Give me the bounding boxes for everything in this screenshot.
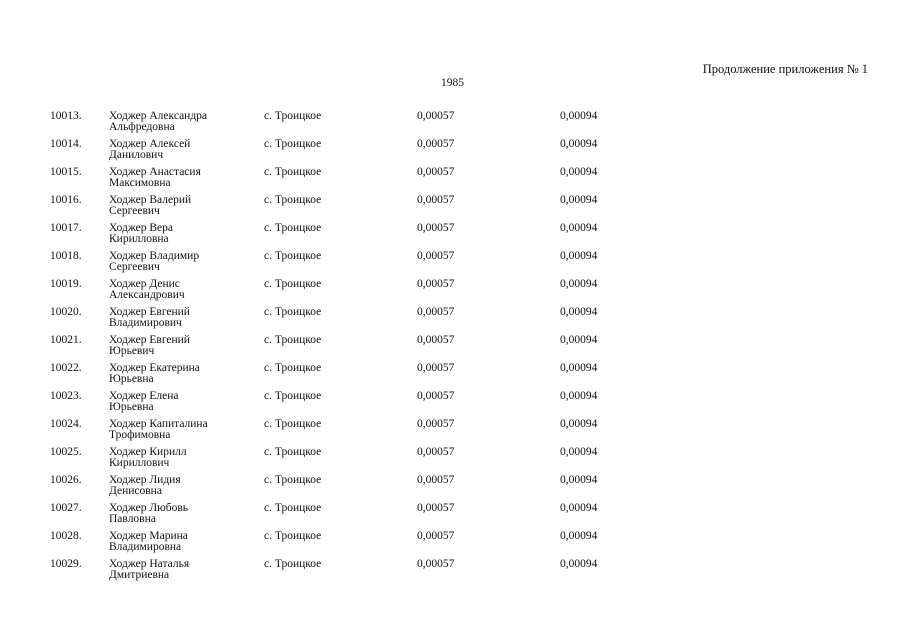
place: с. Троицкое — [264, 502, 322, 514]
table-row — [0, 503, 905, 531]
person-name-line2: Юрьевна — [109, 400, 154, 413]
row-number: 10023. — [50, 390, 82, 402]
person-name-line1: Ходжер Александра — [109, 110, 208, 122]
row-number: 10027. — [50, 502, 82, 514]
person-name-line1: Ходжер Валерий — [109, 194, 192, 206]
person-name-line1: Ходжер Денис — [109, 278, 180, 290]
person-name-line2: Данилович — [109, 148, 164, 161]
place: с. Троицкое — [264, 222, 322, 234]
table-row — [0, 419, 905, 447]
row-number: 10016. — [50, 194, 82, 206]
value-2: 0,00094 — [560, 278, 598, 290]
value-2: 0,00094 — [560, 166, 598, 178]
person-name — [109, 419, 208, 440]
row-number: 10029. — [50, 558, 82, 570]
person-name-line2: Максимовна — [109, 176, 171, 189]
person-name — [109, 111, 207, 132]
person-name — [109, 559, 189, 580]
value-1: 0,00057 — [417, 194, 455, 206]
person-name — [109, 279, 185, 300]
row-number: 10028. — [50, 530, 82, 542]
person-name-line2: Павловна — [109, 512, 156, 525]
place: с. Троицкое — [264, 110, 322, 122]
person-name — [109, 335, 190, 356]
value-1: 0,00057 — [417, 530, 455, 542]
place: с. Троицкое — [264, 194, 322, 206]
person-name-line2: Владимирович — [109, 316, 182, 329]
value-1: 0,00057 — [417, 334, 455, 346]
person-name-line2: Дмитриевна — [109, 568, 170, 581]
person-name-line2: Александрович — [109, 288, 185, 301]
table-row — [0, 307, 905, 335]
table-row — [0, 167, 905, 195]
table-row — [0, 531, 905, 559]
person-name-line2: Сергеевич — [109, 260, 160, 273]
person-name-line1: Ходжер Лидия — [109, 474, 181, 486]
row-number: 10013. — [50, 110, 82, 122]
row-number: 10020. — [50, 306, 82, 318]
place: с. Троицкое — [264, 166, 322, 178]
value-1: 0,00057 — [417, 166, 455, 178]
table-row — [0, 335, 905, 363]
table-row — [0, 279, 905, 307]
table-row — [0, 111, 905, 139]
person-name — [109, 503, 188, 524]
value-2: 0,00094 — [560, 530, 598, 542]
value-2: 0,00094 — [560, 558, 598, 570]
page-number: 1985 — [441, 77, 464, 89]
person-name — [109, 531, 188, 552]
row-number: 10018. — [50, 250, 82, 262]
register-table — [0, 111, 905, 587]
value-2: 0,00094 — [560, 250, 598, 262]
person-name-line1: Ходжер Евгений — [109, 334, 190, 346]
table-row — [0, 559, 905, 587]
person-name-line1: Ходжер Вера — [109, 222, 174, 234]
value-1: 0,00057 — [417, 110, 455, 122]
person-name — [109, 223, 173, 244]
value-2: 0,00094 — [560, 222, 598, 234]
place: с. Троицкое — [264, 138, 322, 150]
place: с. Троицкое — [264, 474, 322, 486]
value-1: 0,00057 — [417, 222, 455, 234]
value-1: 0,00057 — [417, 418, 455, 430]
row-number: 10024. — [50, 418, 82, 430]
row-number: 10014. — [50, 138, 82, 150]
table-row — [0, 391, 905, 419]
value-2: 0,00094 — [560, 390, 598, 402]
person-name-line1: Ходжер Кирилл — [109, 446, 187, 458]
table-row — [0, 363, 905, 391]
person-name-line2: Трофимовна — [109, 428, 171, 441]
person-name — [109, 167, 201, 188]
table-row — [0, 195, 905, 223]
person-name — [109, 139, 190, 160]
person-name — [109, 391, 179, 412]
value-2: 0,00094 — [560, 110, 598, 122]
value-2: 0,00094 — [560, 306, 598, 318]
value-1: 0,00057 — [417, 446, 455, 458]
place: с. Троицкое — [264, 418, 322, 430]
value-1: 0,00057 — [417, 138, 455, 150]
table-row — [0, 447, 905, 475]
person-name — [109, 363, 200, 384]
person-name-line2: Сергеевич — [109, 204, 160, 217]
value-2: 0,00094 — [560, 446, 598, 458]
row-number: 10025. — [50, 446, 82, 458]
row-number: 10026. — [50, 474, 82, 486]
place: с. Троицкое — [264, 558, 322, 570]
value-1: 0,00057 — [417, 502, 455, 514]
person-name — [109, 307, 190, 328]
value-2: 0,00094 — [560, 362, 598, 374]
place: с. Троицкое — [264, 446, 322, 458]
table-row — [0, 475, 905, 503]
place: с. Троицкое — [264, 530, 322, 542]
value-1: 0,00057 — [417, 390, 455, 402]
person-name-line2: Альфредовна — [109, 120, 175, 133]
appendix-continuation-title: Продолжение приложения № 1 — [702, 62, 868, 76]
value-2: 0,00094 — [560, 502, 598, 514]
person-name-line2: Кириллович — [109, 456, 170, 469]
row-number: 10015. — [50, 166, 82, 178]
person-name-line1: Ходжер Екатерина — [109, 362, 200, 374]
table-row — [0, 139, 905, 167]
value-2: 0,00094 — [560, 474, 598, 486]
person-name-line2: Юрьевич — [109, 344, 155, 357]
place: с. Троицкое — [264, 334, 322, 346]
place: с. Троицкое — [264, 250, 322, 262]
place: с. Троицкое — [264, 390, 322, 402]
person-name-line2: Кирилловна — [109, 232, 169, 245]
person-name-line1: Ходжер Наталья — [109, 558, 190, 570]
row-number: 10017. — [50, 222, 82, 234]
person-name — [109, 195, 191, 216]
value-1: 0,00057 — [417, 250, 455, 262]
value-1: 0,00057 — [417, 558, 455, 570]
person-name-line2: Денисовна — [109, 484, 162, 497]
person-name-line2: Юрьевна — [109, 372, 154, 385]
person-name-line2: Владимировна — [109, 540, 182, 553]
person-name-line1: Ходжер Евгений — [109, 306, 190, 318]
value-2: 0,00094 — [560, 138, 598, 150]
row-number: 10022. — [50, 362, 82, 374]
row-number: 10021. — [50, 334, 82, 346]
person-name-line1: Ходжер Марина — [109, 530, 188, 542]
person-name-line1: Ходжер Анастасия — [109, 166, 201, 178]
person-name-line1: Ходжер Елена — [109, 390, 179, 402]
value-2: 0,00094 — [560, 334, 598, 346]
value-1: 0,00057 — [417, 306, 455, 318]
place: с. Троицкое — [264, 362, 322, 374]
table-row — [0, 223, 905, 251]
person-name — [109, 447, 187, 468]
row-number: 10019. — [50, 278, 82, 290]
person-name-line1: Ходжер Алексей — [109, 138, 191, 150]
person-name-line1: Ходжер Любовь — [109, 502, 189, 514]
value-1: 0,00057 — [417, 278, 455, 290]
value-1: 0,00057 — [417, 362, 455, 374]
value-2: 0,00094 — [560, 194, 598, 206]
person-name-line1: Ходжер Владимир — [109, 250, 200, 262]
place: с. Троицкое — [264, 278, 322, 290]
value-2: 0,00094 — [560, 418, 598, 430]
value-1: 0,00057 — [417, 474, 455, 486]
place: с. Троицкое — [264, 306, 322, 318]
table-row — [0, 251, 905, 279]
person-name — [109, 475, 181, 496]
person-name-line1: Ходжер Капиталина — [109, 418, 208, 430]
person-name — [109, 251, 199, 272]
